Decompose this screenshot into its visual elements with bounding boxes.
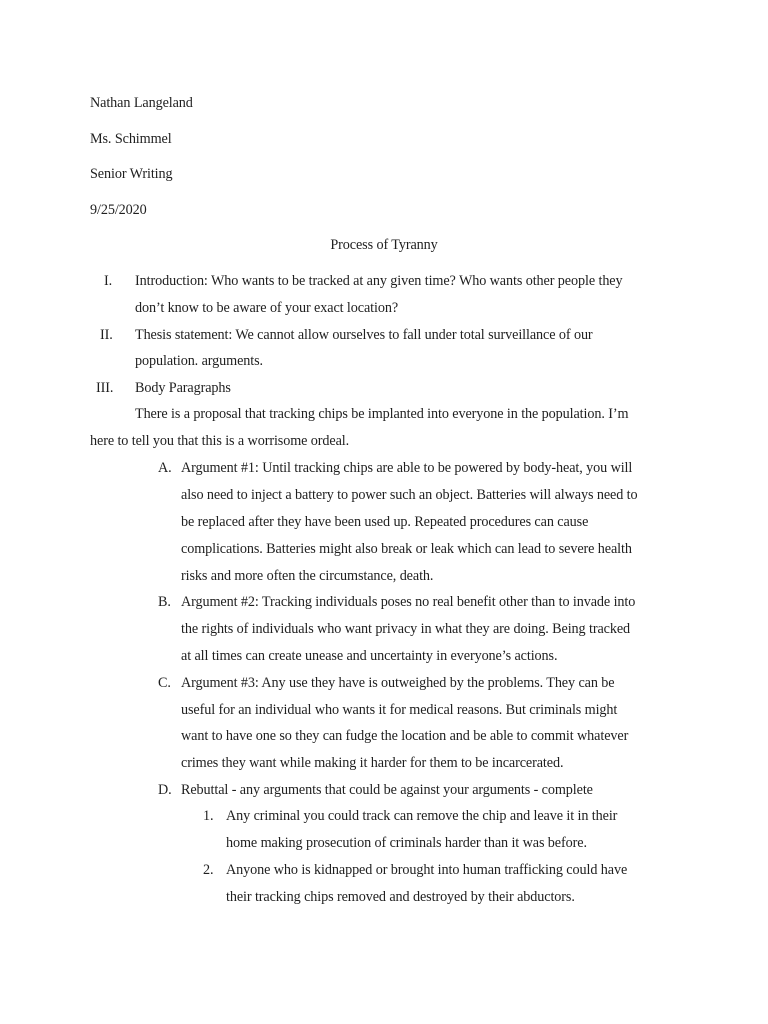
- argument-line: at all times can create unease and uncertainty in everyone’s actions.: [181, 648, 558, 664]
- argument-line: want to have one so they can fudge the location and be able to commit whatever: [181, 728, 629, 744]
- rebuttal-line: Any criminal you could track can remove the chip and leave it in their: [226, 808, 618, 824]
- document-title: Process of Tyranny: [330, 237, 438, 253]
- argument-line: crimes they want while making it harder for them to be incarcerated.: [181, 755, 564, 771]
- rebuttal-marker: 2.: [203, 862, 214, 878]
- date: 9/25/2020: [90, 202, 147, 218]
- rebuttal-line: home making prosecution of criminals harder than it was before.: [226, 835, 587, 851]
- argument-line: the rights of individuals who want privacy in what they are doing. Being tracked: [181, 621, 631, 637]
- intro-line: Introduction: Who wants to be tracked at any given time? Who wants other people they: [135, 273, 623, 289]
- argument-line: also need to inject a battery to power such an object. Batteries will always need to: [181, 487, 638, 503]
- argument-marker: D.: [158, 782, 172, 798]
- outline-marker-thesis: II.: [100, 327, 113, 343]
- outline-marker-intro: I.: [104, 273, 113, 289]
- argument-marker: A.: [158, 460, 172, 476]
- argument-line: be replaced after they have been used up. Repeated procedures can cause: [181, 514, 589, 530]
- rebuttal-marker: 1.: [203, 808, 214, 824]
- argument-line: useful for an individual who wants it for medical reasons. But criminals might: [181, 702, 618, 718]
- course-name: Senior Writing: [90, 166, 173, 182]
- argument-line: Argument #3: Any use they have is outweighed by the problems. They can be: [181, 675, 615, 691]
- rebuttal-heading: Rebuttal - any arguments that could be against your arguments - complete: [181, 782, 593, 798]
- body-label: Body Paragraphs: [135, 380, 231, 396]
- thesis-line: Thesis statement: We cannot allow ourselves to fall under total surveillance of our: [135, 327, 593, 343]
- teacher-name: Ms. Schimmel: [90, 131, 172, 147]
- argument-marker: C.: [158, 675, 171, 691]
- author-name: Nathan Langeland: [90, 95, 193, 111]
- body-paragraph-line: There is a proposal that tracking chips be implanted into everyone in the population. I’m: [135, 406, 629, 422]
- rebuttal-line: their tracking chips removed and destroyed by their abductors.: [226, 889, 575, 905]
- argument-marker: B.: [158, 594, 171, 610]
- intro-line: don’t know to be aware of your exact location?: [135, 300, 399, 316]
- rebuttal-line: Anyone who is kidnapped or brought into human trafficking could have: [226, 862, 628, 878]
- argument-line: Argument #2: Tracking individuals poses no real benefit other than to invade into: [181, 594, 636, 610]
- argument-line: Argument #1: Until tracking chips are able to be powered by body-heat, you will: [181, 460, 633, 476]
- thesis-line: population. arguments.: [135, 353, 263, 369]
- outline-marker-body: III.: [96, 380, 114, 396]
- argument-line: complications. Batteries might also break or leak which can lead to severe health: [181, 541, 632, 557]
- body-paragraph-line: here to tell you that this is a worrisome ordeal.: [90, 433, 350, 449]
- argument-line: risks and more often the circumstance, death.: [181, 568, 434, 584]
